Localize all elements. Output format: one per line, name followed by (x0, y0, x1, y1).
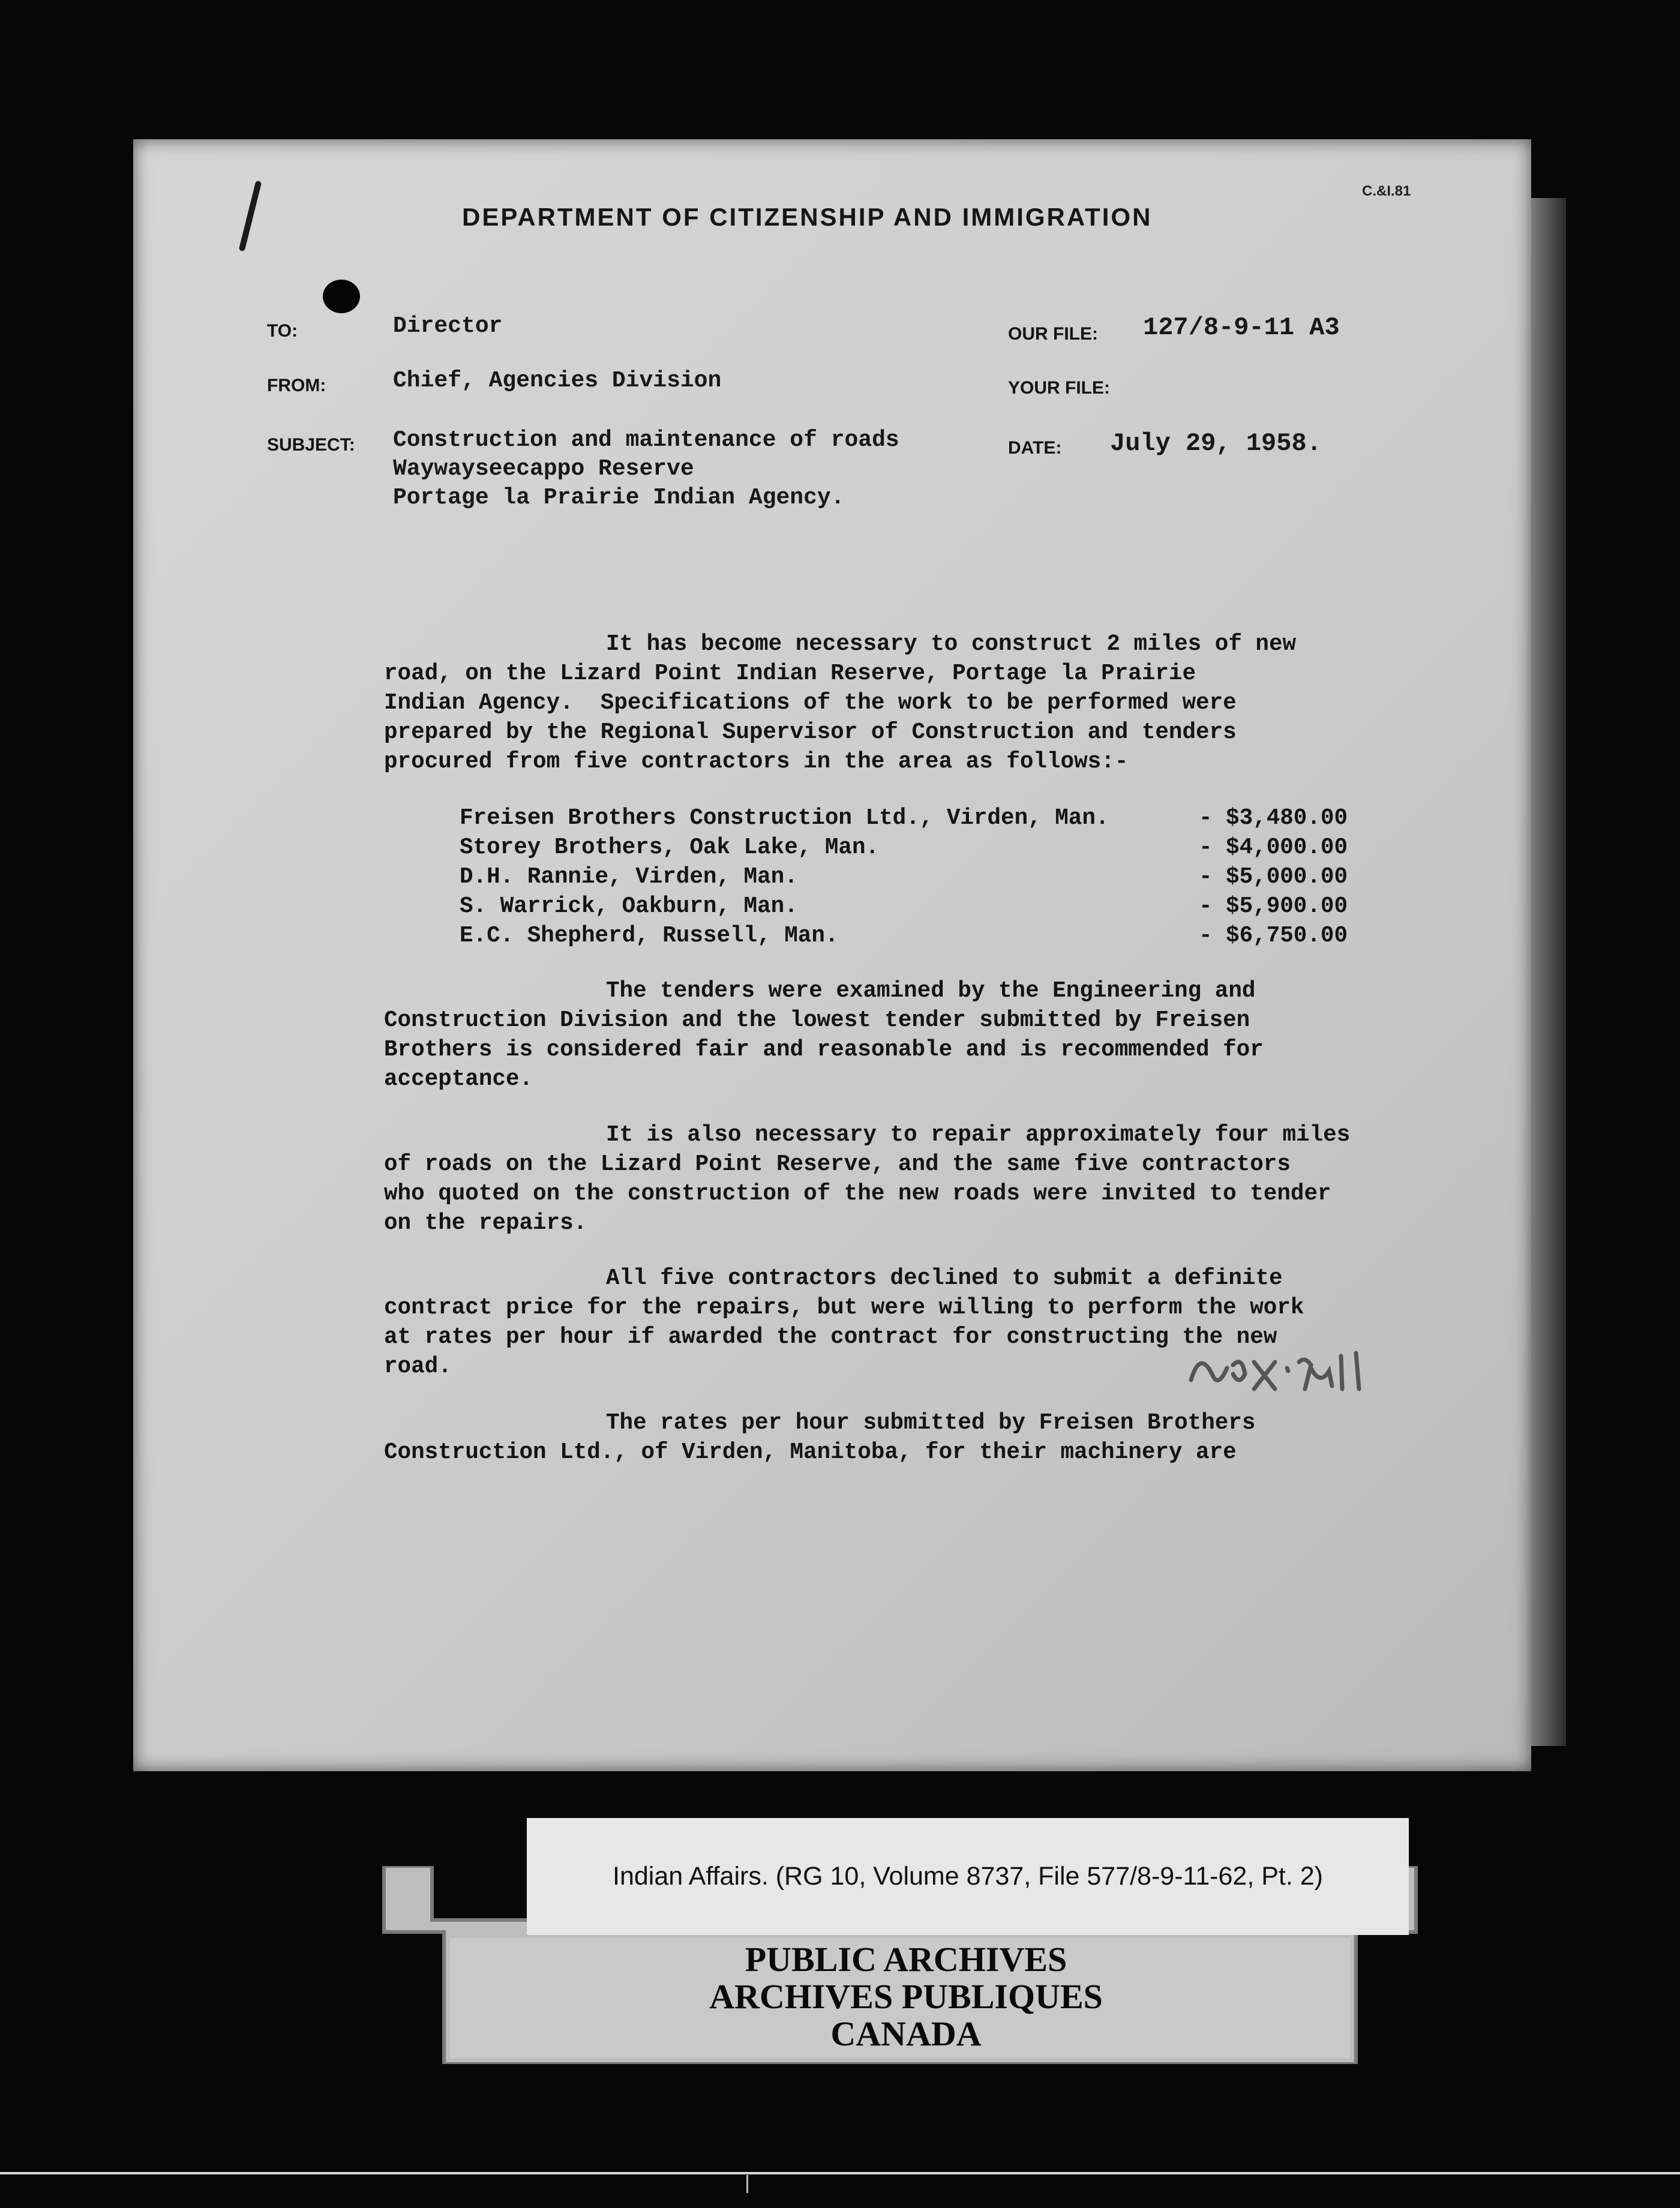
tender-amount: - $6,750.00 (1198, 923, 1348, 949)
archive-reference-text: Indian Affairs. (RG 10, Volume 8737, File 577/8-9-11-62, Pt. 2) (613, 1862, 1323, 1891)
paragraph-1-line: It has become necessary to construct 2 miles of new (606, 632, 1297, 657)
tender-row (460, 804, 1348, 833)
our-file-label: OUR FILE: (1008, 324, 1098, 344)
paragraph-3-line: who quoted on the construction of the new roads were invited to tender (384, 1181, 1331, 1207)
tender-amount: - $4,000.00 (1198, 835, 1348, 860)
paragraph-5 (384, 1409, 1416, 1468)
tender-name: E.C. Shepherd, Russell, Man. (460, 923, 839, 949)
date-label: DATE: (1008, 438, 1062, 458)
from-value: Chief, Agencies Division (393, 368, 722, 394)
paragraph-2 (384, 977, 1416, 1094)
archive-stamp-line: PUBLIC ARCHIVES (745, 1940, 1067, 1979)
tender-name: Storey Brothers, Oak Lake, Man. (460, 835, 880, 860)
date-value: July 29, 1958. (1110, 429, 1322, 458)
punch-hole (323, 280, 360, 313)
paragraph-1-line: road, on the Lizard Point Indian Reserve, Portage la Prairie (384, 661, 1196, 686)
tender-row (460, 833, 1348, 863)
archive-stamp-line: CANADA (830, 2014, 982, 2053)
subject-line-2: Waywayseecappo Reserve (393, 456, 694, 482)
paragraph-4-line: at rates per hour if awarded the contract for constructing the new (384, 1325, 1277, 1350)
paragraph-2-line: Construction Division and the lowest tender submitted by Freisen (384, 1008, 1250, 1033)
subject-label: SUBJECT: (267, 435, 355, 455)
paragraph-3-line: on the repairs. (384, 1211, 587, 1236)
paragraph-4-line: contract price for the repairs, but were willing to perform the work (384, 1295, 1304, 1321)
paragraph-5-line: The rates per hour submitted by Freisen Brothers (606, 1411, 1256, 1436)
paragraph-2-line: acceptance. (384, 1067, 533, 1092)
paragraph-3-line: of roads on the Lizard Point Reserve, and the same five contractors (384, 1152, 1291, 1177)
to-value: Director (393, 313, 503, 339)
paragraph-1-line: prepared by the Regional Supervisor of Construction and tenders (384, 720, 1237, 745)
tender-name: Freisen Brothers Construction Ltd., Virden, Man. (460, 806, 1109, 831)
tenders-list (460, 804, 1348, 951)
paragraph-3-line: It is also necessary to repair approximately four miles (606, 1123, 1351, 1148)
archive-stamp-line: ARCHIVES PUBLIQUES (709, 1977, 1103, 2016)
paragraph-1 (384, 630, 1416, 777)
tender-amount: - $5,000.00 (1198, 865, 1348, 890)
paragraph-4-line: All five contractors declined to submit a definite (606, 1266, 1283, 1291)
paragraph-1-line: Indian Agency. Specifications of the work to be performed were (384, 691, 1237, 716)
department-heading: DEPARTMENT OF CITIZENSHIP AND IMMIGRATION (462, 203, 1153, 231)
paragraph-2-line: The tenders were examined by the Engineering and (606, 979, 1256, 1004)
form-code: C.&I.81 (1362, 183, 1411, 199)
memo-page (133, 139, 1531, 1771)
our-file-value: 127/8-9-11 A3 (1143, 313, 1340, 342)
tender-name: S. Warrick, Oakburn, Man. (460, 894, 798, 919)
paragraph-2-line: Brothers is considered fair and reasonable and is recommended for (384, 1037, 1264, 1063)
subject-line-1: Construction and maintenance of roads (393, 427, 899, 453)
tender-amount: - $3,480.00 (1198, 806, 1348, 831)
tender-row (460, 892, 1348, 922)
subject-line-3: Portage la Prairie Indian Agency. (393, 485, 845, 511)
paragraph-1-line: procured from five contractors in the area as follows:- (384, 749, 1129, 775)
tender-amount: - $5,900.00 (1198, 894, 1348, 919)
tender-row (460, 922, 1348, 951)
paragraph-5-line: Construction Ltd., of Virden, Manitoba, for their machinery are (384, 1440, 1237, 1465)
handwritten-signature (1185, 1338, 1401, 1398)
film-edge-line (0, 2172, 1680, 2174)
tender-name: D.H. Rannie, Virden, Man. (460, 865, 798, 890)
your-file-label: YOUR FILE: (1008, 378, 1110, 398)
film-edge-tick (746, 2175, 748, 2193)
archive-stamp (636, 1941, 1176, 2053)
tender-row (460, 863, 1348, 892)
paragraph-3 (384, 1121, 1416, 1238)
paragraph-4-line: road. (384, 1354, 452, 1379)
from-label: FROM: (267, 376, 326, 395)
to-label: TO: (267, 321, 298, 341)
archive-reference-card (527, 1818, 1409, 1935)
